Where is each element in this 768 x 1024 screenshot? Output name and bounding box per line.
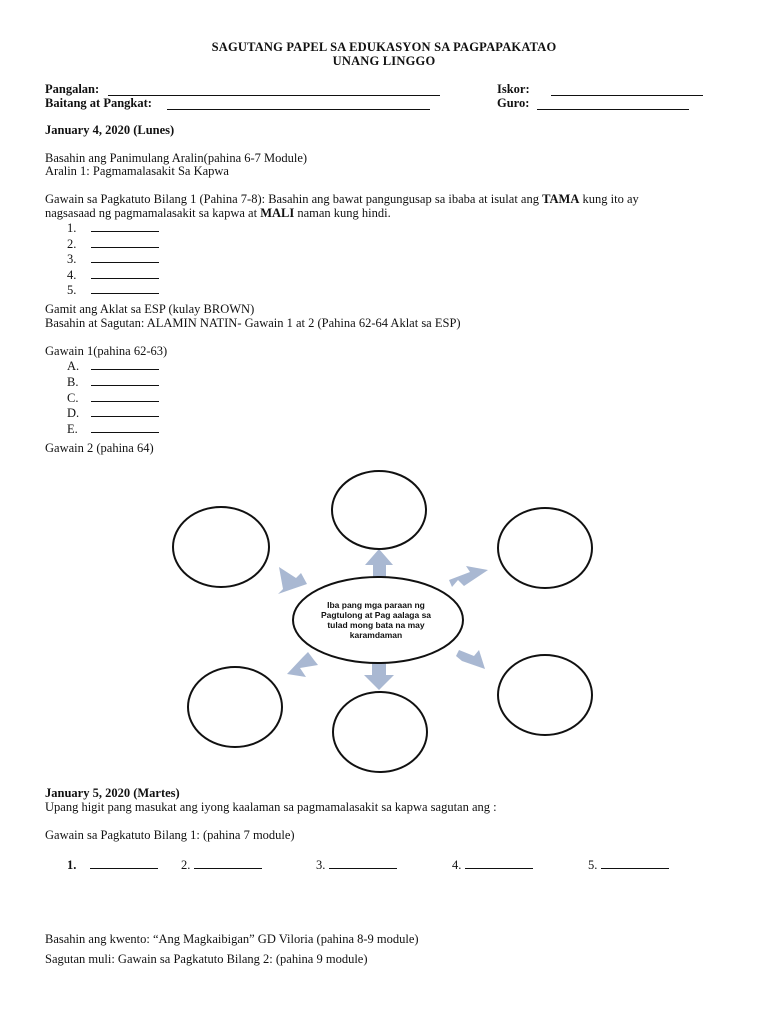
mali-keyword: MALI (260, 206, 295, 220)
answer-blank[interactable] (465, 857, 533, 869)
name-field[interactable] (108, 84, 440, 96)
day2-story: Basahin ang kwento: “Ang Magkaibigan” GD Viloria (pahina 8-9 module) (45, 932, 419, 946)
answer-blank[interactable] (91, 390, 159, 402)
day2-again: Sagutan muli: Gawain sa Pagkatuto Bilang 2: (pahina 9 module) (45, 952, 368, 966)
arrow-upper-left (278, 567, 307, 594)
day2-answer-row (67, 857, 158, 872)
numbered-answer-list (67, 220, 159, 298)
day1-read-intro: Basahin ang Panimulang Aralin(pahina 6-7 Module) (45, 151, 308, 165)
center-text-line-4: karamdaman (349, 630, 403, 640)
answer-blank[interactable] (91, 358, 159, 370)
answer-item-e: E. (67, 421, 159, 437)
page-title: SAGUTANG PAPEL SA EDUKASYON SA PAGPAPAKATAO (211, 40, 557, 54)
day1-lesson: Aralin 1: Pagmamalasakit Sa Kapwa (45, 164, 229, 178)
answer-blank[interactable] (91, 220, 159, 232)
lower-right-bubble (498, 655, 592, 735)
lower-left-bubble (188, 667, 282, 747)
day2-activity: Gawain sa Pagkatuto Bilang 1: (pahina 7 module) (45, 828, 295, 842)
grade-field[interactable] (167, 98, 430, 110)
day2-intro: Upang higit pang masukat ang iyong kaalaman sa pagmamalasakit sa kapwa sagutan ang : (45, 800, 497, 814)
center-text-line-2: Pagtulong at Pag aalaga sa (320, 610, 432, 620)
day2-answer-2: 2. (181, 857, 262, 872)
activity1-text-c: nagsasaad ng pagmamalasakit sa kapwa at (45, 206, 261, 220)
activity1-line1 (45, 192, 639, 206)
answer-blank[interactable] (601, 857, 669, 869)
activity1-text-d: naman kung hindi. (294, 206, 391, 220)
day2-answer-1-label: 1. (67, 858, 77, 872)
upper-left-bubble (173, 507, 269, 587)
upper-right-bubble (498, 508, 592, 588)
answer-item-c: C. (67, 390, 159, 406)
book-task: Basahin at Sagutan: ALAMIN NATIN- Gawain 1 at 2 (Pahina 62-64 Aklat sa ESP) (45, 316, 461, 330)
answer-blank[interactable] (91, 374, 159, 386)
day2-answer-5: 5. (588, 857, 669, 872)
answer-blank[interactable] (91, 267, 159, 279)
center-text-line-3: tulad mong bata na may (327, 620, 425, 630)
arrow-down (364, 663, 394, 690)
arrow-upper-right (449, 566, 488, 587)
day2-answer-3: 3. (316, 857, 397, 872)
activity1-text-b: kung ito ay (579, 192, 639, 206)
arrow-up (365, 549, 393, 578)
answer-blank[interactable] (90, 857, 158, 869)
arrow-lower-left (287, 652, 318, 677)
grade-label: Baitang at Pangkat: (45, 96, 152, 110)
answer-item-a: A. (67, 358, 159, 374)
answer-item-3: 3. (67, 251, 159, 267)
book-note: Gamit ang Aklat sa ESP (kulay BROWN) (45, 302, 255, 316)
answer-blank[interactable] (91, 421, 159, 433)
day2-date: January 5, 2020 (Martes) (45, 786, 180, 800)
teacher-label: Guro: (497, 96, 530, 110)
score-label: Iskor: (497, 82, 530, 96)
web-diagram (0, 460, 768, 780)
answer-blank[interactable] (329, 857, 397, 869)
gawain1-heading: Gawain 1(pahina 62-63) (45, 344, 168, 358)
answer-blank[interactable] (91, 236, 159, 248)
answer-item-2: 2. (67, 236, 159, 252)
answer-item-d: D. (67, 405, 159, 421)
center-text-line-1: Iba pang mga paraan ng (327, 600, 425, 610)
answer-blank[interactable] (194, 857, 262, 869)
arrow-lower-right (452, 650, 485, 669)
answer-item-b: B. (67, 374, 159, 390)
day1-date: January 4, 2020 (Lunes) (45, 123, 175, 137)
activity1-line2 (45, 206, 391, 220)
day2-answer-4: 4. (452, 857, 533, 872)
page-subtitle: UNANG LINGGO (332, 54, 436, 68)
answer-blank[interactable] (91, 251, 159, 263)
bottom-bubble (333, 692, 427, 772)
answer-blank[interactable] (91, 405, 159, 417)
name-label: Pangalan: (45, 82, 100, 96)
top-bubble (332, 471, 426, 549)
answer-item-4: 4. (67, 267, 159, 283)
answer-item-1: 1. (67, 220, 159, 236)
lettered-answer-list (67, 358, 159, 437)
score-field[interactable] (551, 84, 703, 96)
teacher-field[interactable] (537, 98, 689, 110)
activity1-text-a: Gawain sa Pagkatuto Bilang 1 (Pahina 7-8): Basahin ang bawat pangungusap sa ibaba at isulat ang (45, 192, 543, 206)
gawain2-heading: Gawain 2 (pahina 64) (45, 441, 154, 455)
tama-keyword: TAMA (542, 192, 580, 206)
answer-blank[interactable] (91, 282, 159, 294)
answer-item-5: 5. (67, 282, 159, 298)
